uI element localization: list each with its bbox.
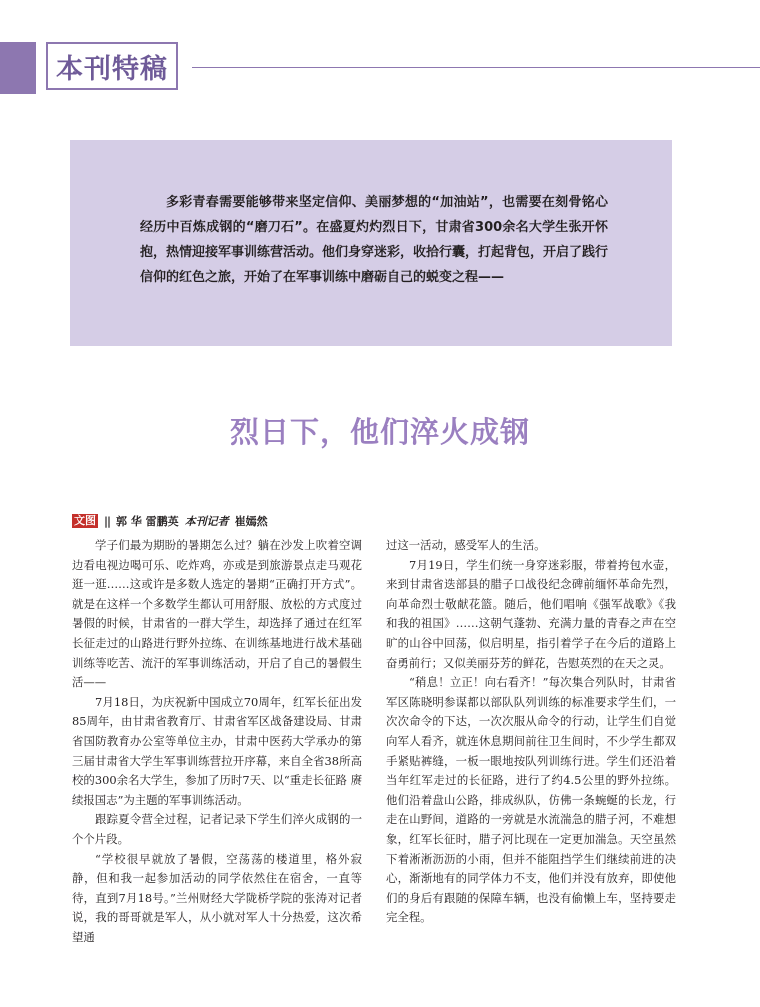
article-title: 烈日下，他们淬火成钢 [229,415,530,449]
paragraph: “稍息！立正！向右看齐！”每次集合列队时，甘肃省军区陈晓明参谋都以部队队列训练的标准要求学生们，一次次命令的下达，一次次服从命令的行动，让学生们自觉向军人看齐，就连休息期间前往卫生间时，不少学生都双手紧贴裤缝，一板一眼地按队列训练行进。学生们还沿着当年红军走过的长征路，进行了约4.5公里的野外拉练。他们沿着盘山公路，排成纵队，仿佛一条蜿蜒的长龙，行走在山野间，道路的一旁就是水流湍急的腊子河，不难想象，红军长征时，腊子河比现在一定更加湍急。天空虽然下着淅淅沥沥的小雨，但并不能阻挡学生们继续前进的决心，渐渐地有的同学体力不支，他们并没有放弃，即使他们的身后有跟随的保障车辆，也没有偷懒上车，坚持要走完全程。 [386,675,676,925]
paragraph: “学校很早就放了暑假，空荡荡的楼道里，格外寂静，但和我一起参加活动的同学依然住在宿舍，一直等待，直到7月18号。”兰州财经大学陇桥学院的张涛对记者说，我的哥哥就是军人，从小就对军人十分热爱，这次希望通 [72,851,362,944]
header-rule [192,67,760,68]
intro-text: 多彩青春需要能够带来坚定信仰、美丽梦想的“加油站”，也需要在刻骨铭心经历中百炼成钢的“磨刀石”。在盛夏灼灼烈日下，甘肃省300余名大学生张开怀抱，热情迎接军事训练营活动。他们身穿迷彩，收拾行囊，打起背包，开启了践行信仰的红色之旅，开始了在军事训练中磨砺自己的蜕变之程—— [140,195,609,285]
paragraph: 过这一活动，感受军人的生活。 [386,538,546,552]
byline [72,513,268,529]
paragraph: 7月18日，为庆祝新中国成立70周年，红军长征出发85周年，由甘肃省教育厅、甘肃省军区战备建设局、甘肃省国防教育办公室等单位主办，甘肃中医药大学承办的第三届甘肃省大学生军事训练营拉开序幕，来自全省38所高校的300余名大学生，参加了历时7天、以“重走长征路 赓续报国志”为主题的军事训练活动。 [72,694,362,807]
intro-box [70,140,672,346]
section-color-tab [0,42,36,94]
byline-separator: || [104,514,111,528]
byline-reporter: 崔嫣然 [234,515,268,528]
article-column-right [386,536,676,928]
paragraph: 学子们最为期盼的暑期怎么过？躺在沙发上吹着空调边看电视边喝可乐、吃炸鸡，亦或是到旅游景点走马观花逛一逛……这或许是多数人选定的暑期“正确打开方式”。就是在这样一个多数学生都认可用舒服、放松的方式度过暑假的时候，甘肃省的一群大学生，却选择了通过在红军长征走过的山路进行野外拉练、在训练基地进行战术基础训练等吃苦、流汗的军事训练活动，开启了自己的暑假生活—— [72,538,362,690]
byline-role: 本刊记者 [184,515,229,528]
section-label: 本刊特稿 [46,42,178,90]
paragraph: 跟踪夏令营全过程，记者记录下学生们淬火成钢的一个个片段。 [72,812,362,846]
paragraph: 7月19日，学生们统一身穿迷彩服，带着挎包水壶，来到甘肃省迭部县的腊子口战役纪念碑前缅怀革命先烈，向革命烈士敬献花篮。随后，他们唱响《强军战歌》《我和我的祖国》……这朝气蓬勃、充满力量的青春之声在空旷的山谷中回荡，似启明星，指引着学子在今后的道路上奋勇前行；又似美丽芬芳的鲜花，告慰英烈的在天之灵。 [386,557,676,670]
byline-tag: 文图 [74,514,96,527]
article-column-left [72,536,362,947]
byline-authors: 郭 华 雷鹏英 [116,515,179,528]
